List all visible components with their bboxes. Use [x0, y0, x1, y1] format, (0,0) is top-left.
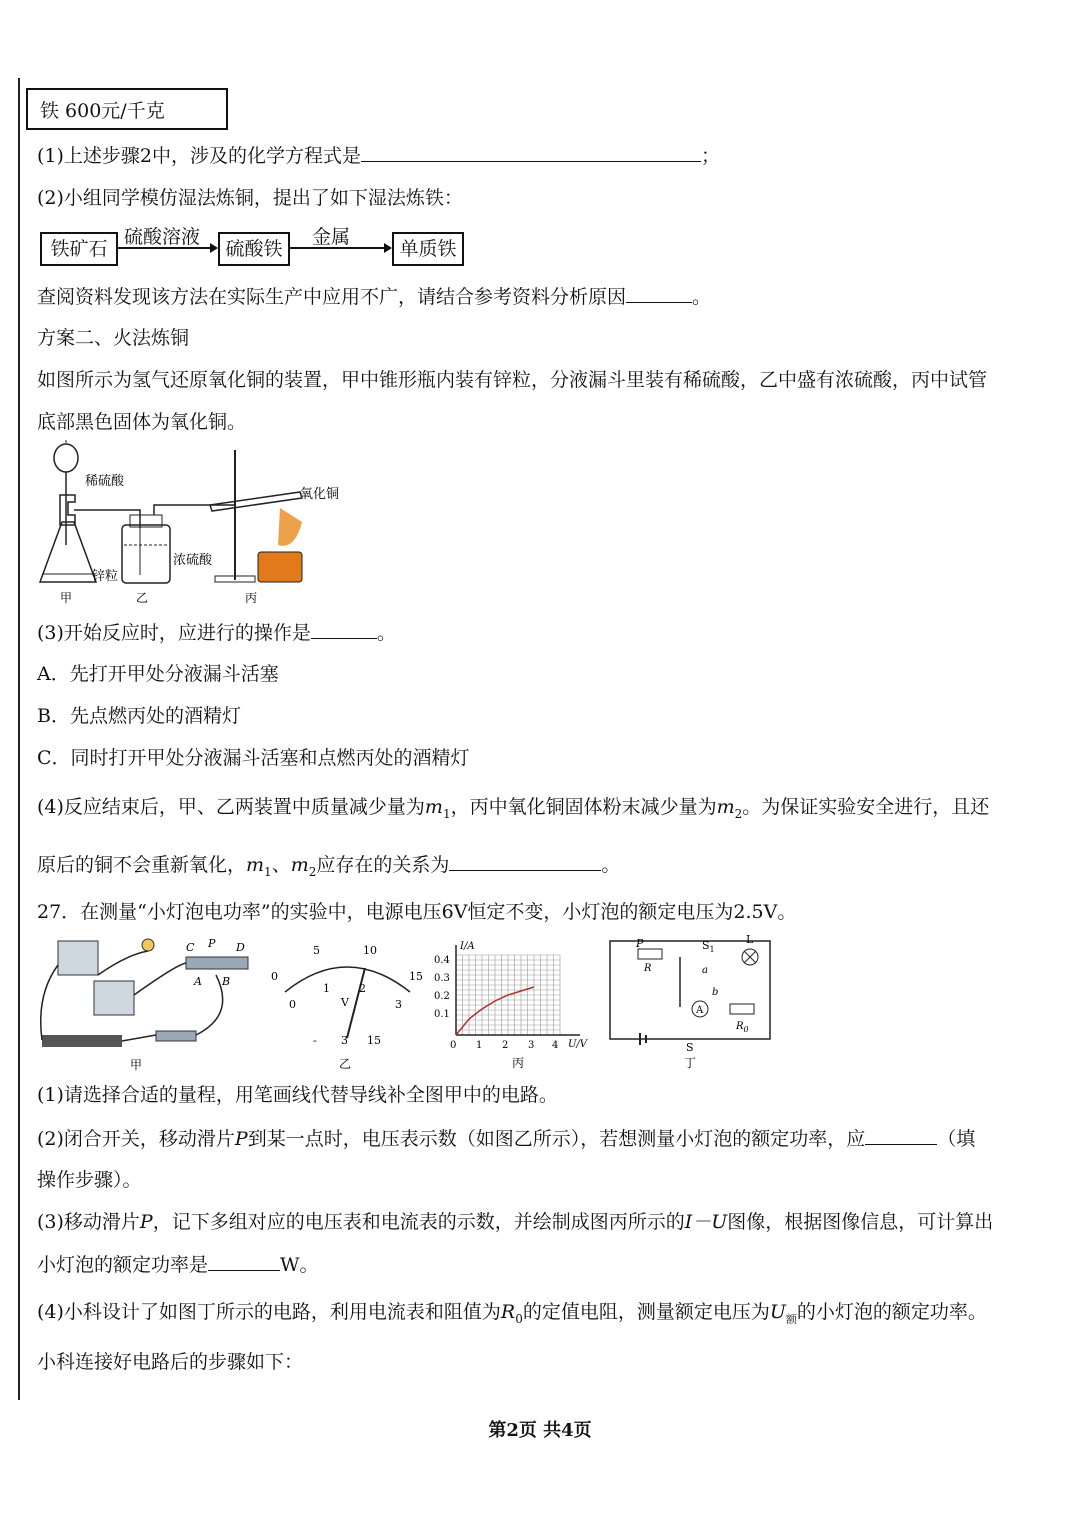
question-27-1: (1)请选择合适的量程，用笔画线代替导线补全图甲中的电路。 [37, 1084, 558, 1106]
question-27-2: (2)闭合开关，移动滑片P到某一点时，电压表示数（如图乙所示），若想测量小灯泡的额定功率，应 （填 [37, 1128, 976, 1150]
label-figure-ding: 丁 [684, 1056, 697, 1070]
bottle-yi [122, 505, 235, 583]
tick-outer-15: 15 [409, 970, 423, 983]
y-tick: 0.2 [434, 991, 450, 1002]
option-b: B．先点燃丙处的酒精灯 [37, 705, 241, 727]
figure-bing-chart [430, 935, 600, 1075]
question-1: (1)上述步骤2中，涉及的化学方程式是 ； [37, 145, 721, 167]
dial-arc [285, 967, 410, 992]
y-tick: 0.3 [434, 973, 450, 984]
question-27-3: (3)移动滑片P，记下多组对应的电压表和电流表的示数，并绘制成图丙所示的I－U图像，根据图像信息，可计算出 [37, 1211, 994, 1233]
x-tick: 0 [450, 1040, 457, 1051]
flow-box-iron: 单质铁 [392, 232, 464, 266]
figure-jia [36, 935, 266, 1075]
label-figure-yi: 乙 [339, 1057, 352, 1071]
label-b: B [222, 975, 231, 988]
label-a: A [194, 975, 202, 988]
stand-bing [210, 450, 302, 582]
answer-blank[interactable] [626, 284, 692, 303]
question-27-4: (4)小科设计了如图丁所示的电路，利用电流表和阻值为$R_0$的定值电阻，测量额定电压为$U_额$的小灯泡的额定功率。 [37, 1301, 987, 1326]
battery [42, 1035, 122, 1047]
label-figure-jia: 甲 [130, 1058, 143, 1072]
price-box: 铁 600元/千克 [26, 88, 228, 130]
label-r0: $R_0$ [736, 1021, 749, 1034]
resistor-r0 [730, 1004, 754, 1014]
flow-box-sulfate: 硫酸铁 [218, 232, 290, 266]
y-tick: 0.4 [434, 955, 450, 966]
label-dilute-acid: 稀硫酸 [85, 474, 125, 489]
label-p: P [636, 937, 644, 950]
tick-bottom-1: 1 [323, 982, 330, 995]
question-27: 27．在测量“小灯泡电功率”的实验中，电源电压6V恒定不变，小灯泡的额定电压为2.5V。 [37, 901, 797, 923]
x-tick: 3 [528, 1040, 535, 1051]
flow-box-ore: 铁矿石 [40, 232, 118, 266]
description-line-1: 如图所示为氢气还原氧化铜的装置，甲中锥形瓶内装有锌粒，分液漏斗里装有稀硫酸，乙中盛有浓硫酸，丙中试管 [37, 369, 988, 391]
question-3: (3)开始反应时，应进行的操作是 。 [37, 622, 396, 644]
question-2-followup: 查阅资料发现该方法在实际生产中应用不广，请结合参考资料分析原因 。 [37, 286, 712, 308]
test-tube [210, 492, 302, 511]
label-bing: 丙 [245, 591, 258, 605]
y-tick: 0.1 [434, 1009, 450, 1020]
label-jia: 甲 [60, 591, 73, 605]
x-axis-label: U/V [568, 1039, 588, 1050]
needle [347, 968, 365, 1038]
question-27-3b: 小灯泡的额定功率是 W。 [37, 1254, 319, 1276]
answer-blank[interactable] [311, 620, 377, 639]
label-c: C [186, 941, 195, 954]
flow-arrow-2 [290, 240, 392, 256]
option-a: A．先打开甲处分液漏斗活塞 [37, 663, 279, 685]
flask-jia [40, 440, 96, 582]
label-a: a [702, 965, 708, 976]
rheostat-r [638, 949, 662, 959]
terminal-neg: - [313, 1034, 317, 1047]
label-conc-acid: 浓硫酸 [173, 553, 213, 568]
ammeter [94, 981, 134, 1015]
question-27-steps: 小科连接好电路后的步骤如下： [37, 1351, 304, 1373]
option-c: C．同时打开甲处分液漏斗活塞和点燃丙处的酒精灯 [37, 747, 470, 769]
answer-blank[interactable] [449, 852, 601, 871]
label-s: S [686, 1041, 694, 1054]
flow-label-metal: 金属 [312, 226, 351, 248]
flame [278, 508, 302, 546]
tick-top-10: 10 [363, 944, 377, 957]
label-r: R [644, 963, 652, 974]
label-cuo: 氧化铜 [300, 487, 340, 502]
answer-blank[interactable] [361, 143, 701, 162]
answer-blank[interactable] [865, 1126, 937, 1145]
question-4-line-1: (4)反应结束后，甲、乙两装置中质量减少量为$m_1$，丙中氧化铜固体粉末减少量为$m_2$。为保证实验安全进行，且还 [37, 796, 990, 821]
switch [156, 1031, 196, 1041]
figure-yi [265, 940, 430, 1075]
flow-arrow-1 [118, 240, 218, 256]
terminal-15: 15 [367, 1034, 381, 1047]
alcohol-lamp [258, 552, 302, 582]
rheostat [186, 957, 248, 969]
tick-bottom-3: 3 [395, 998, 402, 1011]
page-footer: 第2页 共4页 [488, 1420, 592, 1441]
voltmeter [58, 941, 98, 975]
tick-outer-0: 0 [271, 970, 278, 983]
bulb [142, 939, 154, 951]
flow-label-acid: 硫酸溶液 [124, 226, 201, 248]
tick-bottom-0: 0 [289, 998, 296, 1011]
apparatus-diagram [30, 440, 360, 610]
tick-bottom-2: 2 [359, 982, 366, 995]
answer-blank[interactable] [208, 1252, 280, 1271]
description-line-2: 底部黑色固体为氧化铜。 [37, 411, 247, 433]
label-yi: 乙 [136, 591, 149, 605]
plan-two-heading: 方案二、火法炼铜 [37, 327, 190, 349]
label-d: D [236, 941, 245, 954]
figure-ding [600, 935, 780, 1075]
y-axis-label: I/A [460, 941, 475, 952]
question-27-2b: 操作步骤）。 [37, 1169, 142, 1191]
tick-top-5: 5 [313, 944, 320, 957]
label-l: L [746, 935, 754, 946]
funnel [54, 444, 78, 472]
question-4-line-2: 原后的铜不会重新氧化，$m_1$、$m_2$应存在的关系为 。 [37, 854, 621, 879]
label-b: b [712, 987, 719, 998]
label-zinc: 锌粒 [92, 569, 119, 584]
x-tick: 2 [502, 1040, 509, 1051]
label-ammeter: A [696, 1005, 704, 1016]
label-figure-bing: 丙 [512, 1056, 525, 1070]
x-tick: 1 [476, 1040, 483, 1051]
label-s1: $S_1$ [702, 939, 715, 954]
x-tick: 4 [552, 1040, 559, 1051]
margin-line [18, 78, 20, 1400]
label-p: P [208, 937, 216, 950]
meter-unit-v: V [341, 996, 349, 1009]
terminal-3: 3 [341, 1034, 348, 1047]
question-2: (2)小组同学模仿湿法炼铜，提出了如下湿法炼铁： [37, 187, 463, 209]
